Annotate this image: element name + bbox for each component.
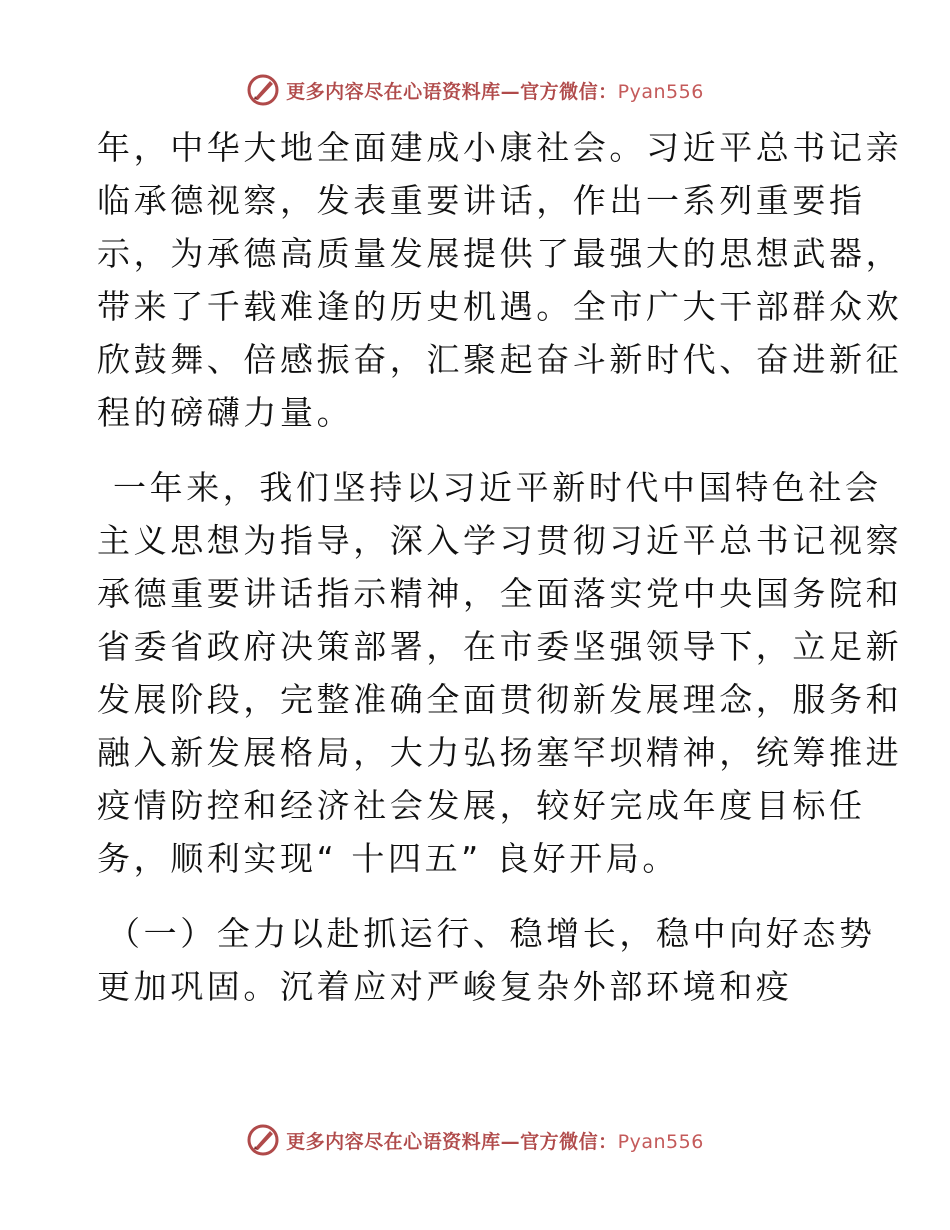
watermark-text: 更多内容尽在心语资料库—官方微信：Pyan556	[286, 1130, 704, 1153]
paragraph-2	[97, 461, 903, 885]
text-line: 一年来，我们坚持以习近平新时代中国特色社会	[113, 468, 882, 507]
text-line: 程的磅礴力量。	[97, 393, 354, 432]
watermark-text: 更多内容尽在心语资料库—官方微信：Pyan556	[286, 80, 704, 103]
text-line: 临承德视察，发表重要讲话，作出一系列重要指	[97, 181, 866, 220]
text-line: 承德重要讲话指示精神，全面落实党中央国务院和	[97, 574, 903, 613]
paragraph-1	[97, 121, 903, 439]
text-line: 融入新发展格局，大力弘扬塞罕坝精神，统筹推进	[97, 733, 903, 772]
text-line: 疫情防控和经济社会发展，较好完成年度目标任	[97, 786, 866, 825]
paragraph-3	[97, 907, 876, 1013]
text-line: 年，中华大地全面建成小康社会。习近平总书记亲	[97, 128, 903, 167]
watermark-wechat-id: Pyan556	[617, 80, 704, 103]
text-line: 务，顺利实现“ 十四五” 良好开局。	[97, 839, 679, 878]
text-line: （一）全力以赴抓运行、稳增长，稳中向好态势	[107, 914, 876, 953]
text-line: 带来了千载难逢的历史机遇。全市广大干部群众欢	[97, 287, 903, 326]
text-line: 更加巩固。沉着应对严峻复杂外部环境和疫	[97, 967, 793, 1006]
text-line: 省委省政府决策部署，在市委坚强领导下，立足新	[97, 627, 903, 666]
text-line: 欣鼓舞、倍感振奋，汇聚起奋斗新时代、奋进新征	[97, 340, 903, 379]
text-line: 发展阶段，完整准确全面贯彻新发展理念，服务和	[97, 680, 903, 719]
quill-pen-logo-icon	[246, 1123, 280, 1157]
quill-pen-logo-icon	[246, 73, 280, 107]
text-line: 主义思想为指导，深入学习贯彻习近平总书记视察	[97, 521, 903, 560]
header-watermark	[0, 70, 950, 110]
document-body	[97, 121, 903, 1013]
watermark-wechat-id: Pyan556	[617, 1130, 704, 1153]
text-line: 示，为承德高质量发展提供了最强大的思想武器，	[97, 234, 903, 273]
footer-watermark	[0, 1120, 950, 1160]
